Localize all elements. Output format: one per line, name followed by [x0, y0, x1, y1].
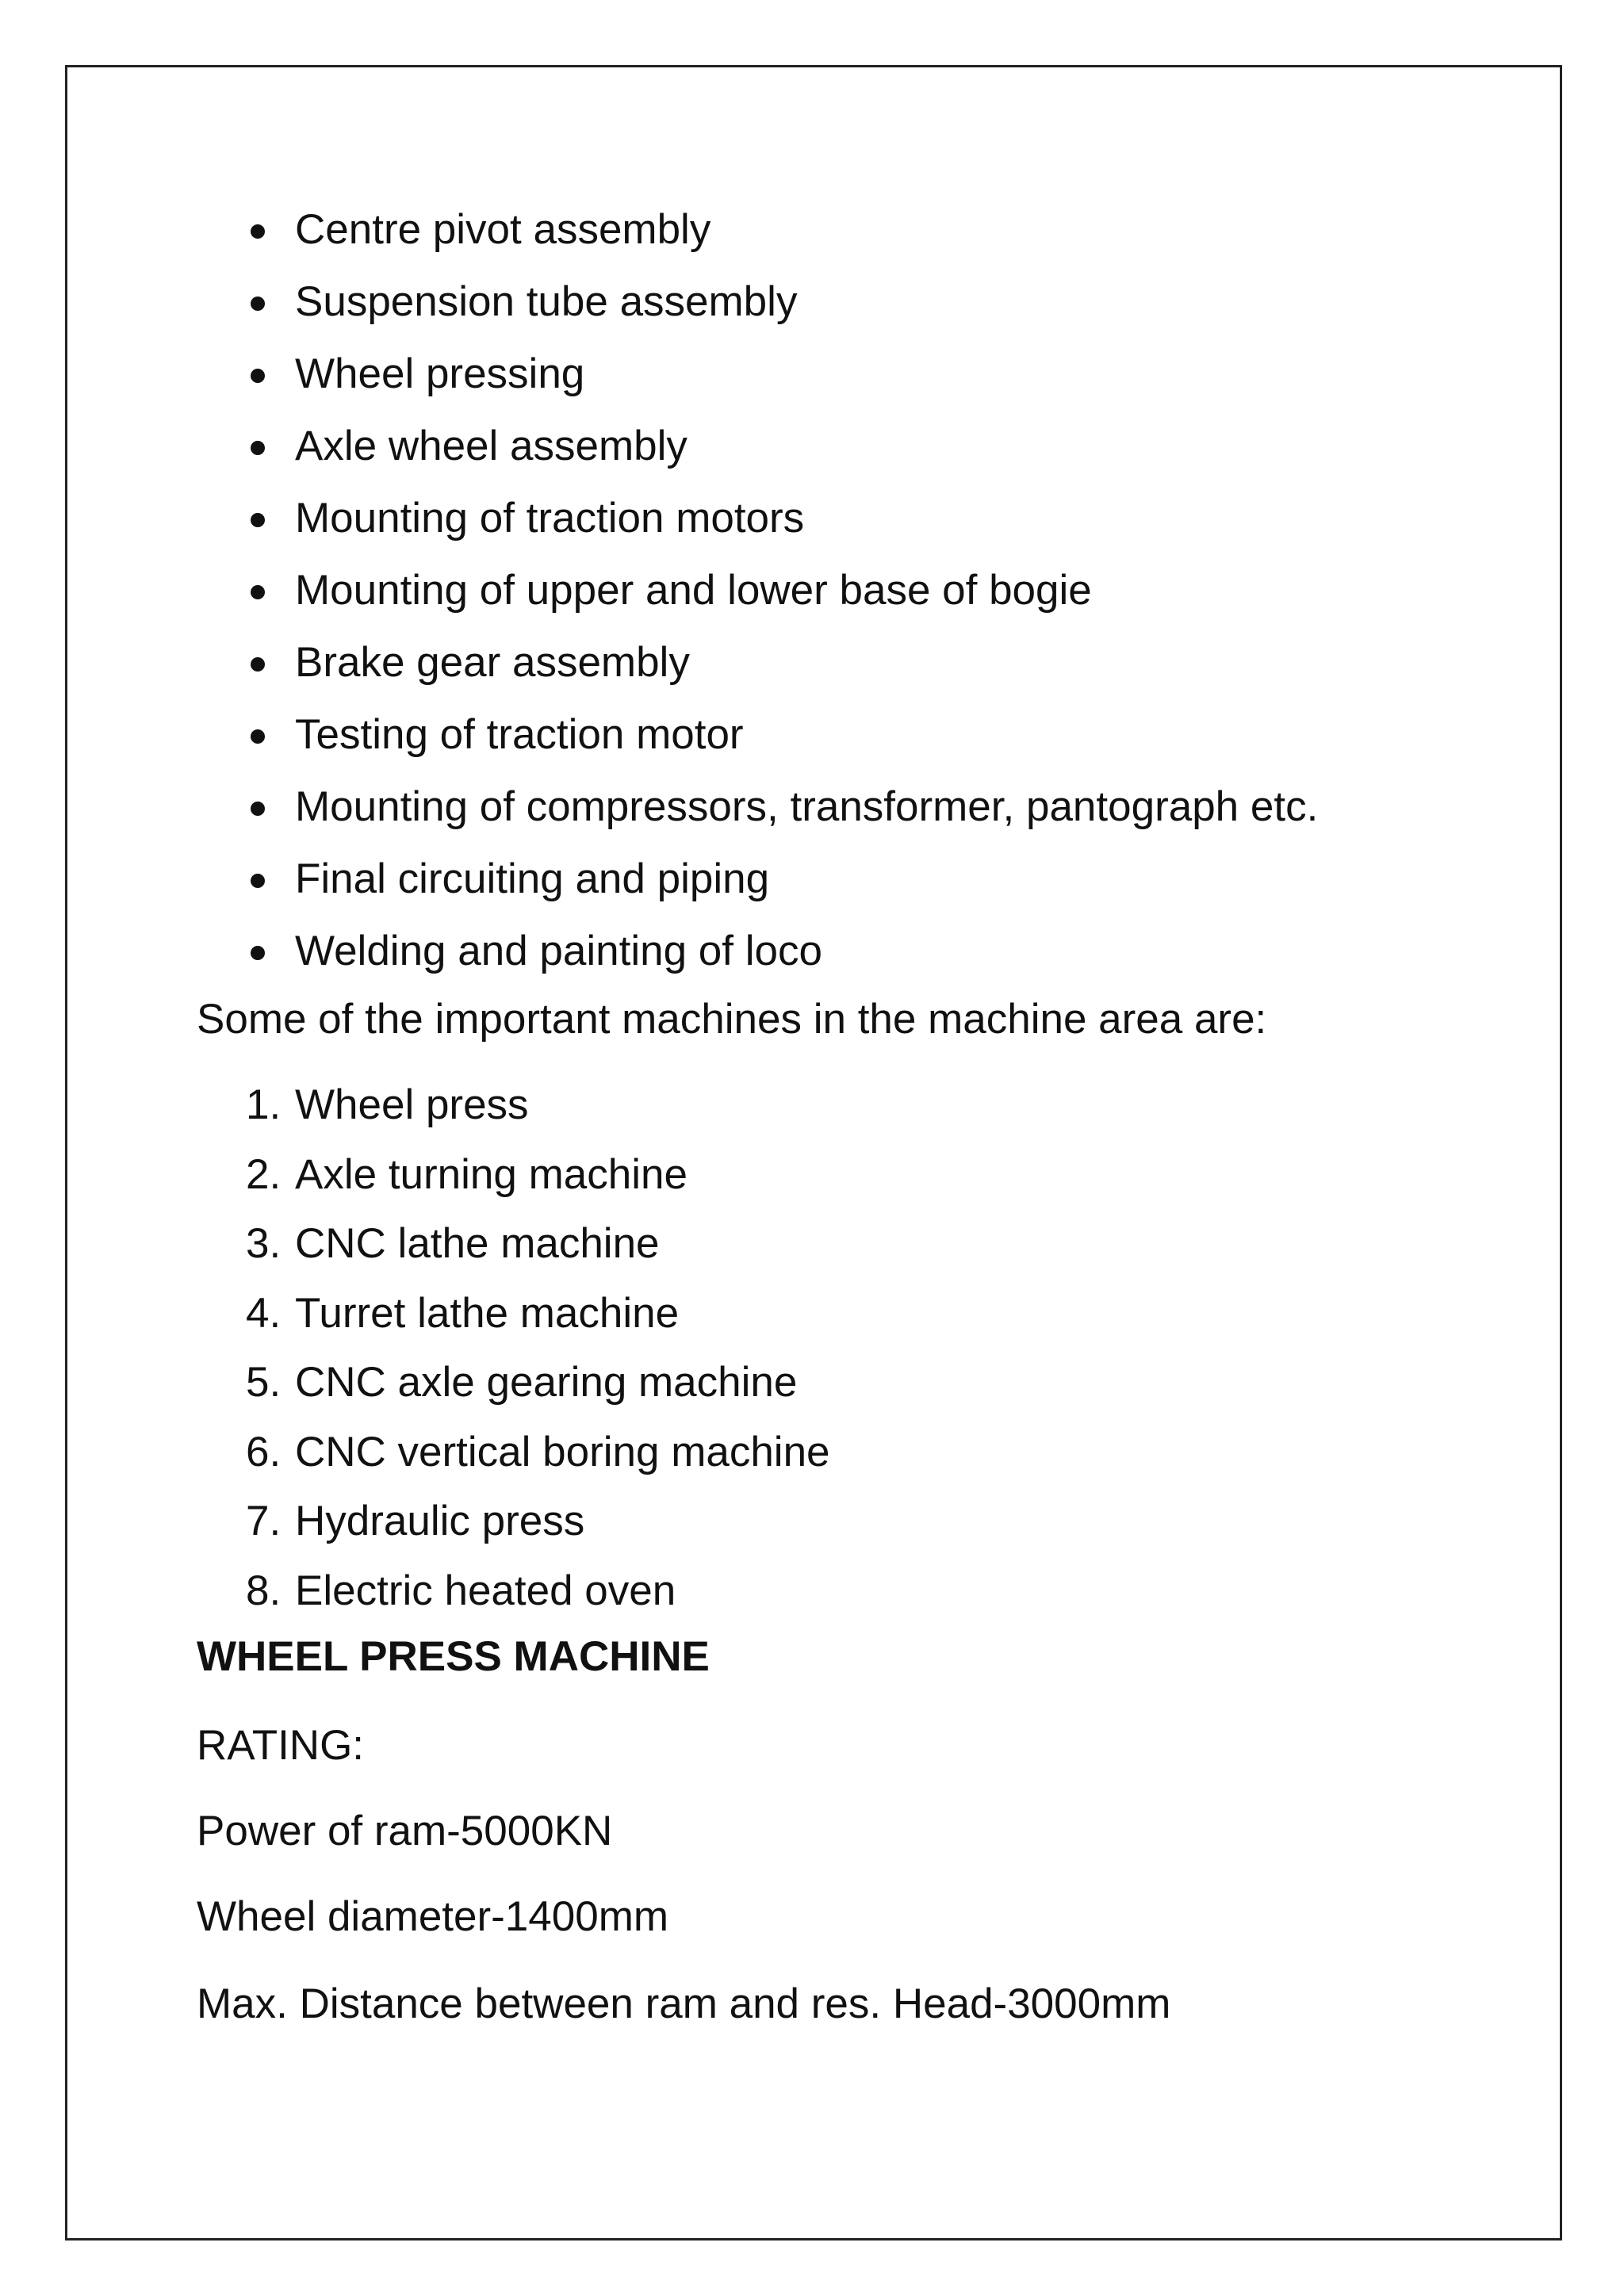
bullet-icon [251, 802, 265, 816]
list-item-text: Wheel pressing [295, 350, 585, 397]
ram-distance-spec: Max. Distance between ram and res. Head-3000mm [197, 1980, 1171, 2027]
list-number: 3. [246, 1220, 282, 1267]
bullet-icon [251, 729, 265, 744]
bullet-icon [251, 585, 265, 599]
list-item-text: Mounting of compressors, transformer, pantograph etc. [295, 783, 1319, 830]
list-number: 4. [246, 1289, 282, 1337]
list-number: 1. [246, 1081, 282, 1128]
list-item [197, 710, 1318, 782]
bullet-icon [251, 369, 265, 383]
process-bullet-list [197, 205, 1318, 998]
list-item [197, 1219, 830, 1288]
list-item [197, 1427, 830, 1497]
list-item [197, 277, 1318, 349]
wheel-diameter-spec: Wheel diameter-1400mm [197, 1893, 669, 1940]
list-number: 8. [246, 1567, 282, 1614]
list-item [197, 926, 1318, 998]
list-item-text: Axle wheel assembly [295, 423, 688, 469]
bullet-icon [251, 441, 265, 455]
list-item [197, 1080, 830, 1150]
list-item [197, 637, 1318, 710]
list-number: 7. [246, 1498, 282, 1544]
list-item [197, 854, 1318, 926]
list-item [197, 1288, 830, 1358]
list-item [197, 1496, 830, 1566]
list-item-text: Mounting of traction motors [295, 495, 805, 541]
list-item-text: Turret lathe machine [295, 1289, 680, 1337]
list-item [197, 349, 1318, 421]
list-item-text: Suspension tube assembly [295, 278, 798, 325]
list-item [197, 1150, 830, 1219]
list-item [197, 205, 1318, 277]
list-item [197, 1566, 830, 1636]
list-number: 6. [246, 1428, 282, 1475]
bullet-icon [251, 657, 265, 672]
list-item-text: CNC axle gearing machine [295, 1359, 798, 1406]
bullet-icon [251, 224, 265, 239]
list-item-text: Final circuiting and piping [295, 855, 770, 902]
list-item-text: Mounting of upper and lower base of bogie [295, 567, 1092, 614]
rating-label: RATING: [197, 1722, 365, 1769]
list-item-text: CNC lathe machine [295, 1220, 660, 1267]
list-item-text: Welding and painting of loco [295, 928, 822, 974]
list-item [197, 1357, 830, 1427]
bullet-icon [251, 297, 265, 311]
list-number: 5. [246, 1359, 282, 1406]
bullet-icon [251, 874, 265, 888]
machine-numbered-list [197, 1080, 830, 1635]
bullet-icon [251, 513, 265, 527]
list-item [197, 421, 1318, 493]
machines-intro-text: Some of the important machines in the machine area are: [197, 996, 1267, 1043]
list-item-text: Brake gear assembly [295, 639, 690, 686]
list-item-text: Axle turning machine [295, 1150, 688, 1198]
bullet-icon [251, 946, 265, 960]
ram-power-spec: Power of ram-5000KN [197, 1808, 613, 1854]
list-item-text: Hydraulic press [295, 1498, 585, 1544]
list-item [197, 782, 1318, 854]
list-item-text: CNC vertical boring machine [295, 1428, 830, 1475]
list-item-text: Testing of traction motor [295, 711, 744, 758]
list-item [197, 565, 1318, 637]
list-item-text: Electric heated oven [295, 1567, 676, 1614]
list-number: 2. [246, 1150, 282, 1198]
list-item [197, 493, 1318, 565]
list-item-text: Centre pivot assembly [295, 206, 711, 253]
list-item-text: Wheel press [295, 1081, 529, 1128]
section-heading: WHEEL PRESS MACHINE [197, 1633, 710, 1680]
